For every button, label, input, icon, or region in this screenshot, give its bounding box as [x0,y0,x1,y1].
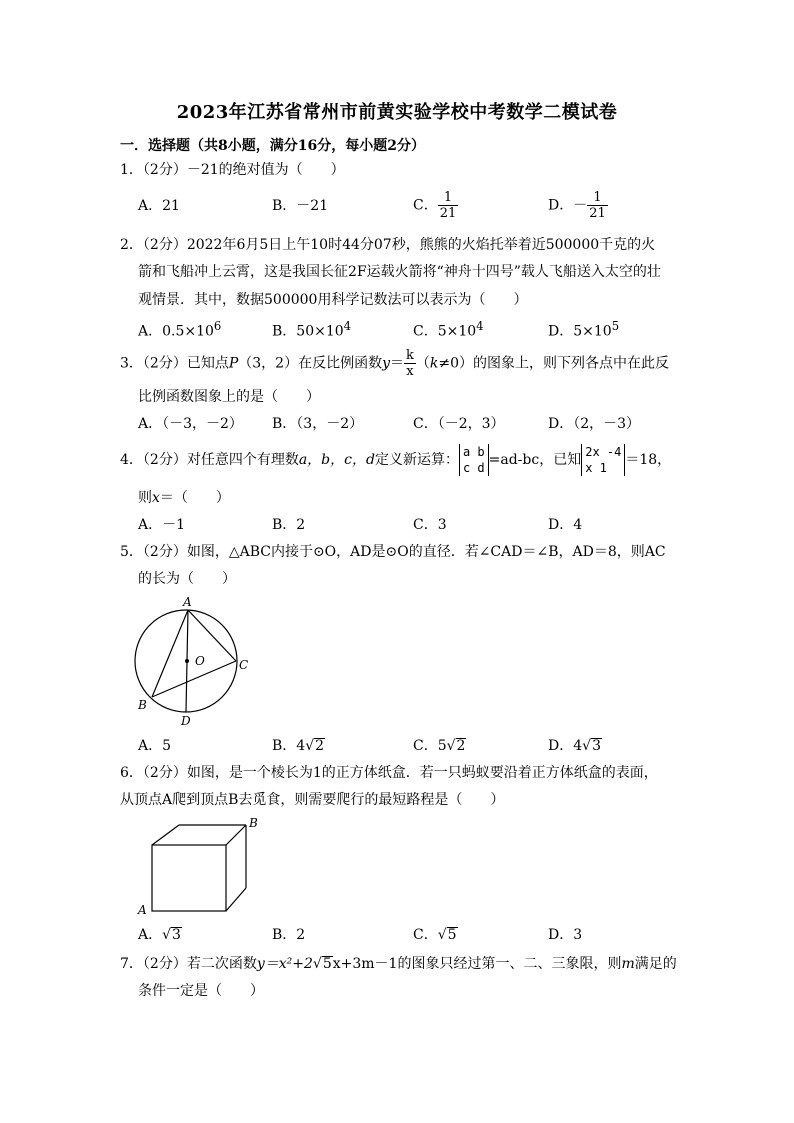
q4-var-x: x [152,490,160,506]
q7-line-2: 条件一定是（ ） [138,983,264,999]
q2-b-exponent: 4 [343,319,352,333]
q6-option-c: C．√5 [413,927,457,943]
q6-label-a: A [138,903,147,917]
q3-numerator: k [406,348,414,363]
q6-option-b: B．2 [272,927,306,943]
q3-line-2: 比例函数图象上的是（ ） [138,389,320,405]
q2-line-1: 2．（2分）2022年6月5日上午10时44分07秒，熊熊的火焰托举着近500000千克的火 [120,237,656,253]
q5-label-d: D [181,714,191,728]
q5-center-point [185,659,189,663]
q2-b-base: B．50×10 [272,323,344,340]
q4-det1-result: =ad-bc，已知 [488,452,582,468]
q4-det1-row2: c d [462,461,485,475]
q4-determinant-1 [459,444,489,476]
q4-option-a: A．－1 [138,517,186,533]
q5-d-coefficient: D．4 [548,738,583,754]
q5-option-d: D．4√3 [548,738,601,754]
q6-label-b: B [249,816,258,830]
q6-a-prefix: A． [138,927,163,943]
q5-d-radicand: 3 [592,738,601,754]
q2-line-2: 箭和飞船冲上云霄，这是我国长征2F运载火箭将“神舟十四号”载人飞船送入太空的壮 [138,264,661,280]
q5-option-a: A．5 [138,738,172,754]
q3-cond-rest: ≠0）的图象上，则下列各点中在此反 [438,355,670,372]
q3-denominator: x [406,364,414,379]
q4-det2-row2: x 1 [585,461,607,475]
q2-option-a [138,316,221,342]
q6-cube-figure [133,813,263,919]
q6-option-d: D．3 [548,927,583,943]
q3-cond-var: k [429,355,439,372]
q1-option-c-fraction [438,190,459,221]
q5-b-coefficient: B．4 [272,738,306,754]
q3-line-1 [120,348,680,379]
q5-label-c: C [239,658,249,672]
q1-d-denominator: 21 [589,206,606,221]
q1-option-a: A．21 [138,198,180,214]
q1-option-d-fraction [587,190,608,221]
q6-line-1: 6．（2分）如图，是一个棱长为1的正方体纸盒．若一只蚂蚁要沿着正方体纸盒的表面， [120,765,658,781]
q2-a-exponent: 6 [213,319,222,333]
q3-intro: 3．（2分）已知点 [120,355,229,372]
q2-line-3: 观情景．其中，数据500000用科学记数法可以表示为（ ） [138,292,528,308]
section-heading: 一．选择题（共8小题，满分16分，每小题2分） [120,138,425,154]
q6-c-prefix: C． [413,927,438,943]
q7-var-m: m [621,956,635,972]
q3-coords: （3，2）在反比例函数 [238,355,383,372]
q2-d-base: D．5×10 [548,323,612,340]
q5-line-2: 的长为（ ） [138,571,236,587]
q4-blank: ＝（ ） [159,490,230,506]
q4-det2-row1: 2x -4 [585,445,622,459]
q5-option-b: B．4√2 [272,738,325,754]
q5-label-b: B [138,698,147,712]
q6-option-a: A．√3 [138,927,181,943]
q1-c-numerator: 1 [438,190,459,206]
q4-determinant-2 [581,444,625,476]
q3-cond-open: （ [415,355,430,372]
q2-option-c [413,316,484,342]
q4-option-b: B．2 [272,517,306,533]
q4-then: 则 [138,490,152,506]
q2-d-exponent: 5 [611,319,620,333]
q1-option-d-prefix: D．－ [548,197,588,214]
q6-cube-bottom-right-edge [226,888,246,911]
q2-c-exponent: 4 [476,319,484,333]
q1-option-c-prefix: C． [413,197,438,214]
q7-satisfy: 满足的 [634,956,677,972]
q6-line-2: 从顶点A爬到顶点B去觅食，则需要爬行的最短路程是（ ） [120,792,505,808]
q5-label-a: A [183,595,192,609]
q6-a-radicand: 3 [172,927,181,943]
q4-det1-row1: a b [462,445,485,459]
q1-option-d [548,190,608,221]
q4-definition: 定义新运算： [374,452,459,468]
page-title: 2023年江苏省常州市前黄实验学校中考数学二模试卷 [176,102,618,123]
q4-line-2 [138,488,698,508]
q6-cube-top-left-edge [152,825,179,845]
q3-func-var: y [382,355,390,372]
q2-option-d [548,316,619,342]
q5-line-1: 5．（2分）如图，△ABC内接于⊙O，AD是⊙O的直径．若∠CAD＝∠B，AD＝8，则AC [120,544,666,560]
q5-b-radicand: 2 [315,738,325,754]
q5-option-c: C．5√2 [413,738,466,754]
q3-option-d: D．（2，－3） [548,416,641,432]
q3-point: P [228,355,239,372]
q1-stem: 1．（2分）－21的绝对值为（ ） [120,162,345,178]
q4-option-d: D．4 [548,517,583,533]
q6-cube-top-right-edge [226,825,246,845]
q1-c-denominator: 21 [439,206,457,221]
q1-option-c [413,190,458,221]
q5-circle-figure [130,594,260,732]
q1-d-numerator: 1 [587,190,608,206]
q3-option-a: A．（－3，－2） [138,416,243,432]
q4-line-1 [120,444,680,476]
q4-intro: 4．（2分）对任意四个有理数 [120,452,299,468]
q2-c-base: C．5×10 [413,323,477,340]
q3-option-b: B．（3，－2） [272,416,364,432]
q3-option-c: C．（－2，3） [413,416,505,432]
q3-equals: ＝ [390,355,404,372]
q6-cube-front-face [152,845,226,911]
q3-fraction [404,348,416,379]
q6-c-radicand: 5 [447,927,457,943]
q4-det2-result: ＝18， [625,452,672,468]
q4-option-c: C．3 [413,517,447,533]
q5-c-coefficient: C．5 [413,738,447,754]
q5-c-radicand: 2 [456,738,466,754]
q7-condition: x+3m－1的图象只经过第一、二、三象限，则 [332,956,622,972]
q7-radicand: 5 [322,956,332,972]
q2-option-b [272,316,351,342]
q2-a-base: A．0.5×10 [138,323,214,340]
q7-intro: 7．（2分）若二次函数 [120,956,257,972]
q7-function: y＝x²+2 [256,956,313,972]
q7-line-1: 7．（2分）若二次函数y＝x²+2√5x+3m－1的图象只经过第一、二、三象限，则m满足的 [120,956,677,972]
q4-vars: a，b，c，d [298,452,375,468]
q1-option-b: B．－21 [272,198,329,214]
q5-label-o: O [195,654,205,668]
